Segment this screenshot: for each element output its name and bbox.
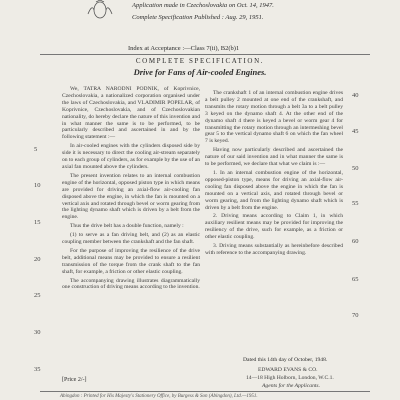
left-column	[62, 86, 200, 293]
footer-divider	[40, 391, 370, 392]
paragraph: Having now particularly described and ascertained the nature of our said invention and in what manner the same is to be performed, we declare that what we claim is :—	[205, 147, 343, 168]
line-number: 55	[352, 200, 359, 207]
paragraph: We, TATRA NARODNI PODNIK, of Koprivnice, Czechoslovakia, a nationalized corporation organised under the laws of Czechoslovakia, and VLADIMIR POPELAR, of Koprivnice, Czechoslovakia, and of Czechoslovakian nationality, do hereby declare the nature of this invention and in what manner the same is to be performed, to be particularly described and ascertained in and by the following statement :—	[62, 86, 200, 141]
index-line: Index at Acceptance :—Class 7(ii), B2(b)1	[128, 45, 240, 52]
divider	[40, 54, 370, 55]
agent-address: 14—18 High Holborn, London, W.C.1.	[246, 375, 334, 381]
line-number: 60	[352, 238, 359, 245]
price-label: [Price 2/-]	[62, 377, 87, 383]
line-number: 5	[34, 146, 38, 153]
paragraph: For the purpose of improving the resilience of the drive belt, additional means may be provided to ensure a resilient transmission of the torque from the crank shaft to the fan shaft, for example, a friction or other elastic coupling.	[62, 247, 200, 275]
paragraph: 1. In an internal combustion engine of the horizontal, opposed-piston type, means for driving an axial-flow air-cooling fan disposed above the engine in which the fan is mounted on a vertical axis, and rotated through bevel or worm gearing, and from the lighting dynamo shaft which is driven by a belt from the engine.	[205, 169, 343, 211]
line-number: 50	[352, 165, 359, 172]
line-number: 70	[352, 312, 359, 319]
publication-line: Complete Specification Published : Aug. 29, 1951.	[132, 14, 264, 21]
paragraph: In air-cooled engines with the cylinders disposed side by side it is necessary to direct the cooling air-stream separately on to each group of cylinders, as for example by the use of an axial fan mounted above the cylinders.	[62, 143, 200, 170]
paragraph: 3. Driving means substantially as hereinbefore described with reference to the accompanying drawing.	[205, 243, 343, 256]
line-number: 65	[352, 276, 359, 283]
line-number: 20	[34, 256, 41, 263]
line-number: 40	[352, 92, 359, 99]
line-number: 30	[34, 329, 41, 336]
application-line: Application made in Czechoslovakia on Oct. 14, 1947.	[132, 2, 274, 9]
document-title: Drive for Fans of Air-cooled Engines.	[133, 67, 267, 77]
royal-crest-icon	[84, 0, 116, 20]
declaration-date: Dated this 14th day of October, 1948.	[243, 357, 328, 363]
line-number: 45	[352, 128, 359, 135]
paragraph: 2. Driving means according to Claim 1, in which auxiliary resilient means may be provided for improving the resiliency of the drive, such for example, as a friction or other elastic coupling.	[205, 213, 343, 241]
printer-footer: Abingdon : Printed for His Majesty's Stationery Office, by Burgess & Son (Abingdon), Ltd.—1951.	[60, 394, 258, 399]
line-number: 35	[34, 366, 41, 373]
agent-name: EDWARD EVANS & CO.	[258, 367, 318, 373]
line-number: 25	[34, 292, 41, 299]
paragraph: The crankshaft 1 of an internal combustion engine drives a belt pulley 2 mounted at one end of the crankshaft, and transmits the rotary motion through a belt 3a to a belt pulley 3 keyed on the dynamo shaft 4. At the other end of the dynamo shaft 4 there is keyed a bevel or worm gear 4 for transmitting the rotary motion through an intermeshing bevel gear 5 to the vertical dynamo shaft 6 on which the fan wheel 7 is keyed.	[205, 90, 343, 145]
right-column	[205, 90, 343, 259]
line-number: 15	[34, 219, 41, 226]
paragraph: (1) to serve as a fan driving belt, and (2) as an elastic coupling member between the crankshaft and the fan shaft.	[62, 232, 200, 246]
paragraph: The present invention relates to an internal combustion engine of the horizontal, opposed piston type in which means are provided for driving an axial-flow air-cooling fan disposed above the engine, in which the fan is mounted on a vertical axis and rotated through bevel or worm gearing from the lighting dynamo shaft which is driven by a belt from the engine.	[62, 172, 200, 221]
section-heading: COMPLETE SPECIFICATION.	[135, 57, 265, 65]
paragraph: The accompanying drawing illustrates diagrammatically one construction of driving means according to the invention.	[62, 277, 200, 291]
line-number: 10	[34, 182, 41, 189]
agent-role: Agents for the Applicants.	[262, 383, 321, 389]
paragraph: Thus the drive belt has a double function, namely :	[70, 223, 184, 230]
